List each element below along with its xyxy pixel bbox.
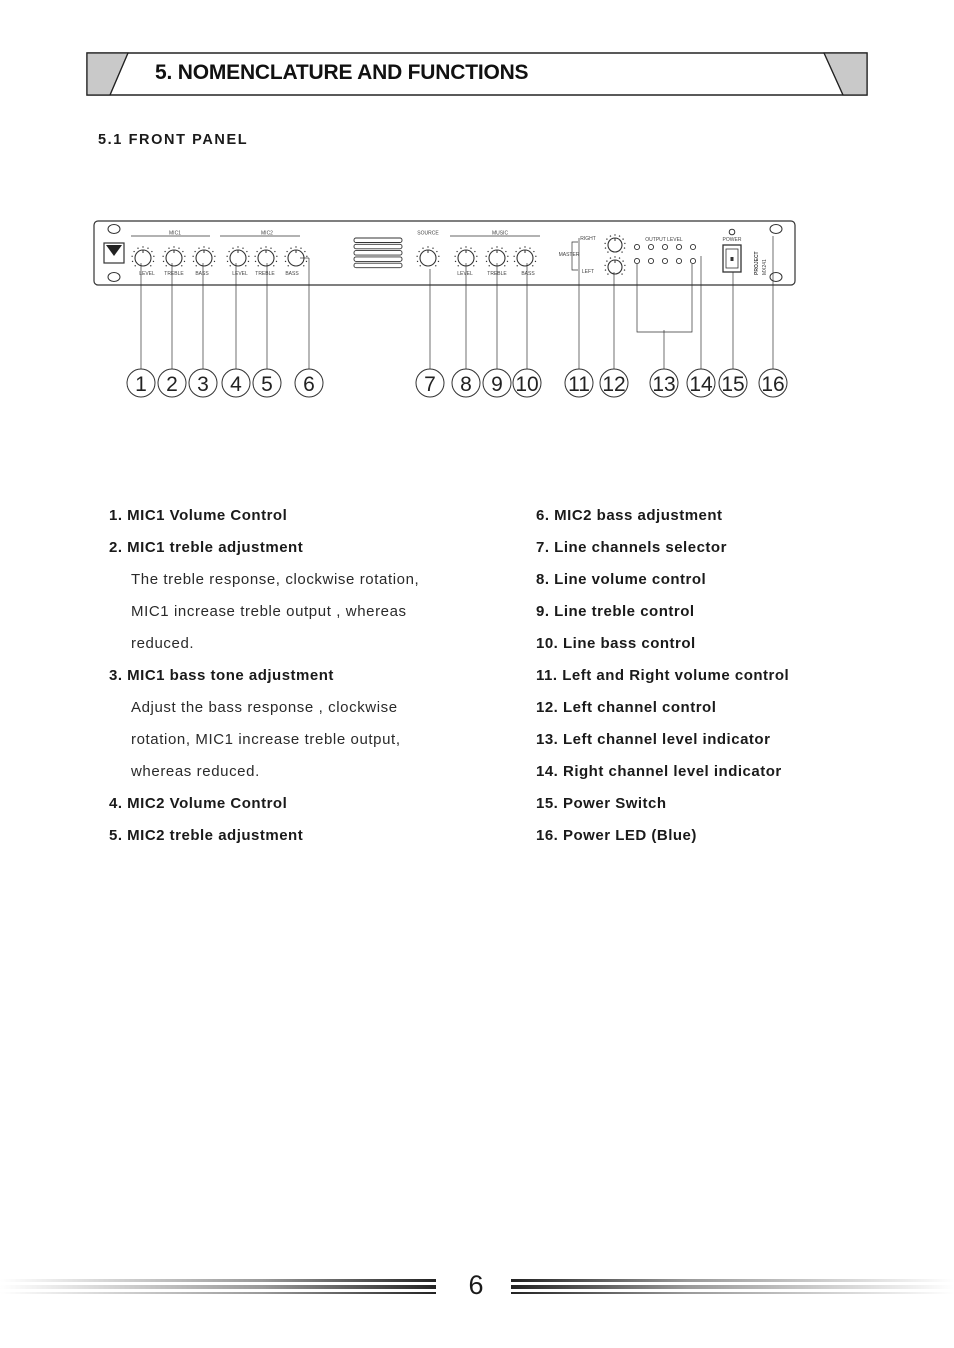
knob-tick — [624, 269, 625, 270]
power-led-icon — [729, 229, 735, 235]
knob-tick — [517, 265, 518, 266]
knob-tick — [535, 261, 536, 262]
knob-tick — [306, 256, 307, 257]
knob-tick — [454, 256, 455, 257]
led-indicator-icon — [676, 244, 681, 249]
knob-label-treble: TREBLE — [487, 271, 507, 277]
knob-tick — [192, 256, 193, 257]
knob-tick — [456, 251, 457, 252]
knob-tick — [304, 251, 305, 252]
rack-hole-icon — [108, 273, 120, 282]
knob-tick — [513, 256, 514, 257]
knob-tick — [438, 256, 439, 257]
selector-grille-slot — [354, 238, 402, 243]
led-indicator-icon — [634, 244, 639, 249]
knob-tick — [290, 247, 291, 248]
knob-tick — [474, 251, 475, 252]
page-title: 5. NOMENCLATURE AND FUNCTIONS — [155, 61, 529, 84]
knob-tick — [524, 246, 525, 247]
knob-tick — [248, 256, 249, 257]
callout-number-12: 12 — [602, 373, 626, 396]
knob-label-level: LEVEL — [139, 271, 155, 277]
front-panel — [94, 221, 795, 285]
knob-label-level: LEVEL — [232, 271, 248, 277]
knob-tick — [196, 265, 197, 266]
knob-tick — [198, 247, 199, 248]
knob-tick — [131, 256, 132, 257]
knob-tick — [487, 251, 488, 252]
list-item-description: MIC1 increase treble output , whereas — [131, 603, 407, 620]
knob-tick — [458, 265, 459, 266]
knob-tick — [273, 265, 274, 266]
knob-tick — [514, 261, 515, 262]
brand-name: PROJECT — [754, 251, 760, 275]
rack-hole-icon — [108, 225, 120, 234]
label-power: POWER — [722, 237, 742, 243]
knob-tick — [604, 265, 605, 266]
knob-tick — [230, 265, 231, 266]
callout-number-8: 8 — [460, 373, 472, 396]
group-label-source: SOURCE — [417, 230, 439, 237]
knob-tick — [285, 261, 286, 262]
knob-tick — [621, 273, 622, 274]
knob-tick — [614, 234, 615, 235]
knob-tick — [485, 256, 486, 257]
knob-tick — [432, 247, 433, 248]
knob-label-treble: TREBLE — [164, 271, 184, 277]
knob-tick — [137, 247, 138, 248]
list-item-description: Adjust the bass response , clockwise — [131, 699, 398, 716]
list-item-heading: 2. MIC1 treble adjustment — [109, 539, 304, 556]
knob-tick — [208, 247, 209, 248]
knob-tick — [153, 261, 154, 262]
knob-tick — [470, 247, 471, 248]
selector-grille-slot — [354, 263, 402, 268]
knob-tick — [211, 265, 212, 266]
led-indicator-icon — [634, 258, 639, 263]
knob-tick — [619, 257, 620, 258]
knob-tick — [501, 247, 502, 248]
knob-tick — [162, 256, 163, 257]
knob-tick — [606, 238, 607, 239]
knob-tick — [274, 251, 275, 252]
knob-tick — [178, 247, 179, 248]
knob-tick — [242, 247, 243, 248]
knob-tick — [173, 246, 174, 247]
knob-tick — [181, 265, 182, 266]
knob-tick — [507, 261, 508, 262]
knob-tick — [193, 261, 194, 262]
knob-tick — [614, 256, 615, 257]
label-right: RIGHT — [580, 236, 596, 242]
knob-tick — [532, 265, 533, 266]
knob-tick — [203, 246, 204, 247]
knob-tick — [418, 251, 419, 252]
knob-tick — [237, 246, 238, 247]
list-item-heading: 7. Line channels selector — [536, 539, 727, 556]
knob-tick — [284, 256, 285, 257]
callout-number-15: 15 — [721, 373, 745, 396]
list-item-heading: 10. Line bass control — [536, 635, 696, 652]
callout-number-16: 16 — [761, 373, 785, 396]
knob-tick — [270, 247, 271, 248]
knob-tick — [255, 261, 256, 262]
knob-tick — [476, 256, 477, 257]
knob-tick — [416, 256, 417, 257]
knob-label-bass: BASS — [521, 271, 535, 277]
knob-tick — [303, 265, 304, 266]
rack-hole-icon — [770, 225, 782, 234]
knob-tick — [535, 256, 536, 257]
knob-tick — [142, 246, 143, 247]
callout-number-7: 7 — [424, 373, 436, 396]
knob-label-bass: BASS — [285, 271, 299, 277]
knob-tick — [507, 256, 508, 257]
knob-tick — [417, 261, 418, 262]
knob-tick — [435, 265, 436, 266]
knob-tick — [226, 256, 227, 257]
knob-tick — [276, 256, 277, 257]
knob-tick — [276, 261, 277, 262]
knob-tick — [610, 257, 611, 258]
knob-tick — [288, 265, 289, 266]
knob-label-bass: BASS — [195, 271, 209, 277]
list-item-heading: 16. Power LED (Blue) — [536, 827, 697, 844]
knob-tick — [194, 251, 195, 252]
knob-tick — [504, 265, 505, 266]
callout-number-10: 10 — [515, 373, 539, 396]
knob-tick — [519, 247, 520, 248]
knob-tick — [248, 261, 249, 262]
callout-number-9: 9 — [491, 373, 503, 396]
knob-tick — [515, 251, 516, 252]
callout-number-5: 5 — [261, 373, 273, 396]
knob-tick — [605, 247, 606, 248]
knob-tick — [212, 251, 213, 252]
knob-tick — [150, 265, 151, 266]
knob-tick — [505, 251, 506, 252]
list-item-heading: 15. Power Switch — [536, 795, 667, 812]
power-switch-mark — [731, 257, 734, 261]
selector-grille-slot — [354, 257, 402, 262]
knob-tick — [260, 247, 261, 248]
knob-tick — [624, 265, 625, 266]
knob-tick — [184, 256, 185, 257]
knob-tick — [473, 265, 474, 266]
knob-tick — [246, 251, 247, 252]
knob-tick — [606, 260, 607, 261]
knob-tick — [306, 261, 307, 262]
label-master: MASTER — [558, 252, 580, 258]
callout-number-4: 4 — [230, 373, 242, 396]
knob-tick — [420, 265, 421, 266]
selector-grille-slot — [354, 251, 402, 256]
list-item-heading: 8. Line volume control — [536, 571, 707, 588]
led-indicator-icon — [648, 244, 653, 249]
knob-tick — [476, 261, 477, 262]
knob-tick — [258, 265, 259, 266]
knob-tick — [228, 251, 229, 252]
knob-tick — [163, 261, 164, 262]
list-item-description: whereas reduced. — [131, 763, 260, 780]
knob-label-level: LEVEL — [457, 271, 473, 277]
list-item-heading: 6. MIC2 bass adjustment — [536, 507, 723, 524]
label-left: LEFT — [581, 269, 595, 275]
list-item-description: rotation, MIC1 increase treble output, — [131, 731, 401, 748]
led-indicator-icon — [662, 244, 667, 249]
knob-tick — [619, 235, 620, 236]
led-indicator-icon — [662, 258, 667, 263]
list-item-heading: 13. Left channel level indicator — [536, 731, 771, 748]
knob-tick — [133, 251, 134, 252]
callout-number-3: 3 — [197, 373, 209, 396]
group-label-music: MUSIC — [491, 230, 509, 237]
knob-tick — [132, 261, 133, 262]
list-item-heading: 4. MIC2 Volume Control — [109, 795, 288, 812]
callout-number-1: 1 — [135, 373, 147, 396]
callout-number-2: 2 — [166, 373, 178, 396]
knob-tick — [295, 246, 296, 247]
callout-number-13: 13 — [652, 373, 676, 396]
model-name: MX241 — [762, 259, 768, 275]
knob-tick — [621, 251, 622, 252]
list-item-heading: 1. MIC1 Volume Control — [109, 507, 288, 524]
knob-tick — [166, 265, 167, 266]
label-output-level: OUTPUT LEVEL — [645, 237, 683, 243]
knob-tick — [460, 247, 461, 248]
knob-tick — [607, 273, 608, 274]
list-item-heading: 11. Left and Right volume control — [536, 667, 790, 684]
callout-number-11: 11 — [568, 373, 590, 396]
list-item-heading: 5. MIC2 treble adjustment — [109, 827, 304, 844]
list-item-heading: 12. Left channel control — [536, 699, 717, 716]
knob-tick — [610, 235, 611, 236]
subsection-title: 5.1 FRONT PANEL — [98, 132, 249, 148]
knob-tick — [465, 246, 466, 247]
knob-tick — [489, 265, 490, 266]
knob-tick — [168, 247, 169, 248]
page-number: 6 — [468, 1270, 484, 1300]
led-indicator-icon — [676, 258, 681, 263]
knob-tick — [227, 261, 228, 262]
description-list-right — [536, 505, 936, 857]
knob-tick — [184, 261, 185, 262]
list-item-heading: 3. MIC1 bass tone adjustment — [109, 667, 334, 684]
led-indicator-icon — [690, 244, 695, 249]
led-indicator-icon — [648, 258, 653, 263]
knob-tick — [182, 251, 183, 252]
knob-tick — [214, 256, 215, 257]
knob-tick — [455, 261, 456, 262]
group-label-mic2: MIC2 — [261, 230, 273, 237]
knob-tick — [286, 251, 287, 252]
knob-tick — [422, 247, 423, 248]
knob-tick — [436, 251, 437, 252]
front-panel-diagram — [0, 210, 954, 420]
list-item-description: reduced. — [131, 635, 195, 652]
knob-tick — [624, 243, 625, 244]
group-label-mic1: MIC1 — [169, 230, 181, 237]
selector-grille-slot — [354, 244, 402, 249]
description-list-left — [109, 505, 489, 857]
knob-tick — [153, 256, 154, 257]
callout-numbers — [127, 369, 787, 397]
knob-label-treble: TREBLE — [255, 271, 275, 277]
list-item-heading: 14. Right channel level indicator — [536, 763, 782, 780]
led-indicator-icon — [690, 258, 695, 263]
list-item-description: The treble response, clockwise rotation, — [131, 571, 420, 588]
knob-tick — [624, 247, 625, 248]
knob-tick — [486, 261, 487, 262]
knob-tick — [622, 238, 623, 239]
knob-tick — [265, 246, 266, 247]
knob-tick — [214, 261, 215, 262]
knob-tick — [496, 246, 497, 247]
knob-tick — [605, 269, 606, 270]
knob-tick — [135, 265, 136, 266]
knob-tick — [533, 251, 534, 252]
knob-tick — [232, 247, 233, 248]
knob-tick — [622, 260, 623, 261]
knob-tick — [151, 251, 152, 252]
knob-tick — [438, 261, 439, 262]
knob-tick — [147, 247, 148, 248]
knob-tick — [604, 243, 605, 244]
rack-hole-icon — [770, 273, 782, 282]
callout-number-6: 6 — [303, 373, 315, 396]
knob-tick — [427, 246, 428, 247]
knob-tick — [164, 251, 165, 252]
knob-tick — [607, 251, 608, 252]
knob-tick — [300, 247, 301, 248]
knob-tick — [491, 247, 492, 248]
callout-number-14: 14 — [689, 373, 713, 396]
knob-tick — [245, 265, 246, 266]
list-item-heading: 9. Line treble control — [536, 603, 695, 620]
knob-tick — [254, 256, 255, 257]
knob-tick — [529, 247, 530, 248]
knob-tick — [256, 251, 257, 252]
